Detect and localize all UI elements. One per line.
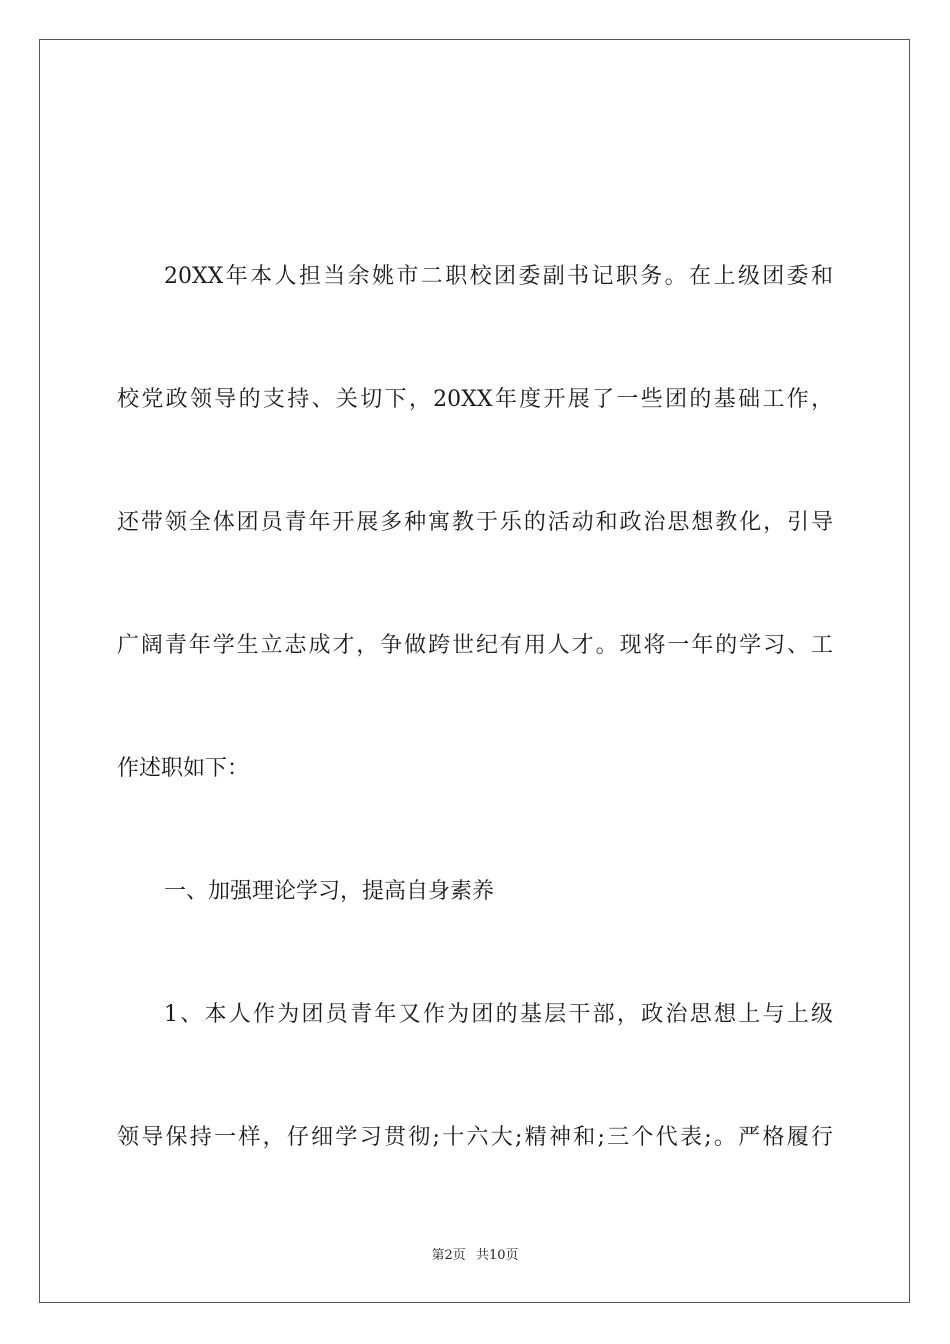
page-number: 第2页 [431, 1248, 466, 1263]
paragraph-line: 还带领全体团员青年开展多种寓教于乐的活动和政治思想教化，引导 [117, 510, 833, 535]
page-total: 共10页 [475, 1248, 519, 1263]
page-border [39, 39, 910, 1303]
paragraph-line: 校党政领导的支持、关切下，20XX年度开展了一些团的基础工作， [117, 387, 833, 412]
section-heading: 一、加强理论学习，提高自身素养 [164, 879, 495, 904]
paragraph-line: 广阔青年学生立志成才，争做跨世纪有用人才。现将一年的学习、工 [117, 633, 833, 658]
page-footer [0, 1247, 950, 1265]
paragraph-line: 1、本人作为团员青年又作为团的基层干部，政治思想上与上级 [164, 1002, 833, 1027]
paragraph-line: 领导保持一样，仔细学习贯彻;十六大;精神和;三个代表;。严格履行 [117, 1125, 833, 1150]
paragraph-line: 20XX年本人担当余姚市二职校团委副书记职务。在上级团委和 [164, 264, 833, 289]
paragraph-line: 作述职如下： [117, 756, 250, 781]
